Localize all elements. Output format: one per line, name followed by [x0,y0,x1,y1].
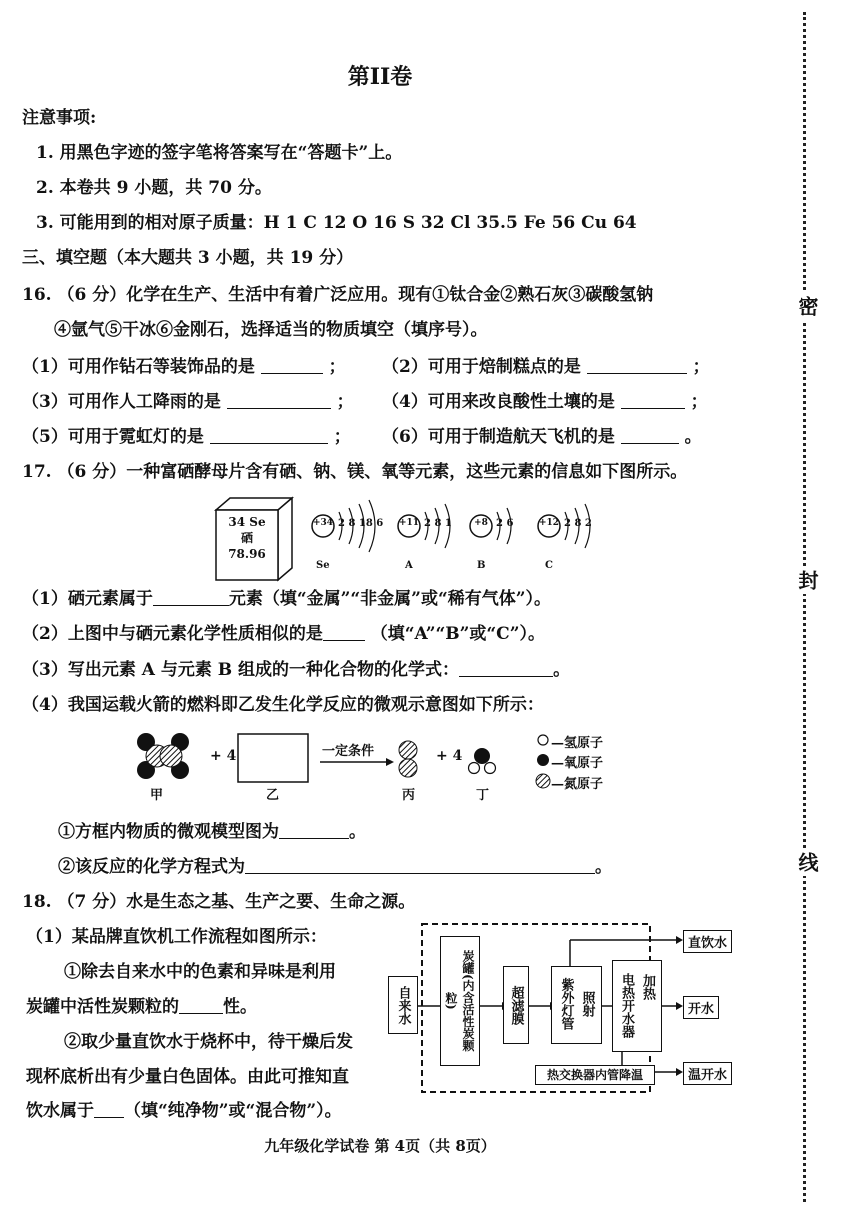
molecule-yi-box [238,734,308,782]
element-cell-text [218,514,276,562]
q17-part-2-text-b: （填“A”“B”或“C”）。 [370,624,545,644]
atom-a-nucleus: +11 [398,518,420,528]
flow-carbon-tank-label: 炭罐(内含活性炭颗粒) [444,950,475,1052]
flow-out-boiling-water: 开水 [683,996,719,1019]
q17-answer-4-1[interactable] [279,822,349,839]
reaction-arrowhead [386,758,394,766]
cell-number-symbol [218,514,276,530]
q17-answer-3[interactable] [459,660,553,677]
q16-part-5-text: （5）可用于霓虹灯的是 [22,427,204,447]
legend-symbols [536,735,550,788]
plus-four-2: + 4 [436,748,463,764]
flow-out-direct-water: 直饮水 [683,930,732,953]
q16-answer-3[interactable] [227,392,331,409]
q18-sub-2-text-b: （填“纯净物”或“混合物”）。 [124,1101,342,1121]
flow-carbon-tank [440,936,480,1066]
atom-b-label: B [477,560,486,571]
q17-part-2-text-a: （2）上图中与硒元素化学性质相似的是 [22,624,323,644]
q17-answer-2[interactable] [323,624,365,641]
q17-sub-2-text: ②该反应的化学方程式为 [58,857,245,877]
q16-part-2 [382,357,710,377]
flow-heating-label: 加热 [640,974,655,1000]
q16-stem-1: 16. （6 分）化学在生产、生活中有着广泛应用。现有①钛合金②熟石灰③碳酸氢钠 [22,285,654,305]
q16-sep-2: ； [692,357,710,377]
flow-tap-water-label: 自来水 [395,985,411,1025]
q17-part-4: （4）我国运载火箭的燃料即乙发生化学反应的微观示意图如下所示： [22,695,544,715]
flow-electric-boiler-label: 电热开水器 [619,972,634,1038]
page-footer: 九年级化学试卷 第 4页（共 8页） [264,1137,496,1155]
cell-mass: 78.96 [228,547,266,561]
q16-part-6-text: （6）可用于制造航天飞机的是 [382,427,615,447]
q16-part-4 [382,392,708,412]
q18-sub-1-line-1: ①除去自来水中的色素和异味是利用 [64,962,336,982]
q16-sep-4: ； [690,392,708,412]
flow-tap-water [388,976,418,1034]
cell-side-face [278,498,292,580]
atom-se-label: Se [316,560,330,571]
cell-name: 硒 [240,531,253,545]
q16-part-6 [382,427,702,447]
atom-c-shells: 2 8 2 [564,518,592,529]
section-heading: 三、填空题（本大题共 3 小题，共 19 分） [22,248,354,268]
q18-answer-1[interactable] [179,997,223,1014]
legend-nitrogen-symbol [536,774,550,788]
q16-part-1-text: （1）可用作钻石等装饰品的是 [22,357,255,377]
q17-sub-1-end: 。 [349,822,366,842]
legend-oxygen: —氧原子 [551,756,604,771]
q17-part-3-text-b: 。 [553,660,571,680]
flow-uv-lamp [551,966,602,1044]
q17-answer-1[interactable] [153,589,229,606]
q17-part-3 [22,660,570,680]
q17-part-1-text-a: （1）硒元素属于 [22,589,153,609]
q17-sub-1 [58,822,366,842]
q17-part-2 [22,624,545,644]
atom-c-label: C [545,560,553,571]
note-item-2: 2. 本卷共 9 小题，共 70 分。 [36,178,272,198]
q16-part-2-text: （2）可用于焙制糕点的是 [382,357,581,377]
q16-part-3 [22,392,354,412]
q16-sep-5: ； [333,427,351,447]
seal-xian: 线 [793,848,822,876]
q16-part-4-text: （4）可用来改良酸性土壤的是 [382,392,615,412]
q18-sub-2-line-3 [26,1101,342,1121]
q17-part-3-text-a: （3）写出元素 A 与元素 B 组成的一种化合物的化学式： [22,660,460,680]
atom-diagrams [305,496,605,576]
q17-sub-1-text: ①方框内物质的微观模型图为 [58,822,279,842]
flow-uf-membrane [503,966,529,1044]
q18-sub-1-line-2 [26,997,257,1017]
atom-b-nucleus: +8 [474,518,488,528]
q17-sub-2-end: 。 [595,857,612,877]
notes-heading: 注意事项: [22,108,97,128]
seal-feng: 封 [793,566,822,594]
binding-dotted-line [803,12,806,1202]
q18-sub-1-text-a: 炭罐中活性炭颗粒的 [26,997,179,1017]
atom-se-nucleus: +34 [312,518,334,528]
atom-se-shells: 2 8 18 6 [338,518,384,529]
molecule-ding [469,748,496,774]
q18-sub-1-text-b: 性。 [223,997,257,1017]
q17-part-1 [22,589,551,609]
q16-answer-5[interactable] [210,427,328,444]
legend-hydrogen: —氢原子 [551,736,604,751]
q17-part-1-text-b: 元素（填“金属”“非金属”或“稀有气体”）。 [228,589,552,609]
q16-part-5 [22,427,351,447]
q16-part-1 [22,357,346,377]
cell-number: 34 [228,515,246,529]
q16-answer-4[interactable] [621,392,685,409]
label-bing: 丙 [402,788,416,803]
seal-mi: 密 [793,292,822,320]
flow-electric-boiler [612,960,662,1052]
q16-end-6: 。 [684,427,702,447]
flow-heat-exchanger: 热交换器内管降温 [535,1065,655,1085]
label-jia: 甲 [150,788,164,803]
note-item-1: 1. 用黑色字迹的签字笔将答案写在“答题卡”上。 [36,143,403,163]
flow-uf-membrane-label: 超滤膜 [508,985,524,1025]
legend-nitrogen: —氮原子 [551,777,604,792]
q16-stem-2: ④氩气⑤干冰⑥金刚石，选择适当的物质填空（填序号）。 [54,320,488,340]
q17-stem: 17. （6 分）一种富硒酵母片含有硒、钠、镁、氧等元素，这些元素的信息如下图所示。 [22,462,688,482]
flow-uv-irradiate-label: 照射 [579,991,595,1017]
q18-answer-2[interactable] [94,1101,124,1118]
q16-answer-1[interactable] [261,357,323,374]
flow-out-warm-water: 温开水 [683,1062,732,1085]
atom-c-nucleus: +12 [538,518,560,528]
molecule-jia [137,733,189,779]
q16-sep-1: ； [328,357,346,377]
q16-sep-3: ； [336,392,354,412]
label-yi: 乙 [266,788,280,803]
atom-b-shells: 2 6 [496,518,514,529]
q18-sub-2-line-1: ②取少量直饮水于烧杯中，待干燥后发 [64,1032,353,1052]
q18-stem: 18. （7 分）水是生态之基、生产之要、生命之源。 [22,892,416,912]
flow-uv-lamp-label: 紫外灯管 [558,978,574,1030]
plus-four-1: + 4 [210,748,237,764]
atom-a-shells: 2 8 1 [424,518,452,529]
note-item-3: 3. 可能用到的相对原子质量：H 1 C 12 O 16 S 32 Cl 35.5 Fe 56 Cu 64 [36,213,637,233]
atom-a-label: A [405,560,413,571]
q16-part-3-text: （3）可用作人工降雨的是 [22,392,221,412]
q16-answer-2[interactable] [587,357,687,374]
molecule-bing [399,741,417,777]
legend-hydrogen-symbol [538,735,548,745]
q16-answer-6[interactable] [621,427,679,444]
cell-symbol: Se [249,515,266,529]
page-title: 第II卷 [347,64,413,90]
reaction-condition: 一定条件 [322,744,375,759]
legend-oxygen-symbol [537,754,549,766]
q17-sub-2 [58,857,612,877]
q18-sub-2-text-a: 饮水属于 [26,1101,94,1121]
q18-sub-2-line-2: 现杯底析出有少量白色固体。由此可推知直 [26,1067,349,1087]
label-ding: 丁 [476,788,490,803]
q17-answer-4-2[interactable] [245,857,595,874]
q18-part-1: （1）某品牌直饮机工作流程如图所示： [26,927,327,947]
